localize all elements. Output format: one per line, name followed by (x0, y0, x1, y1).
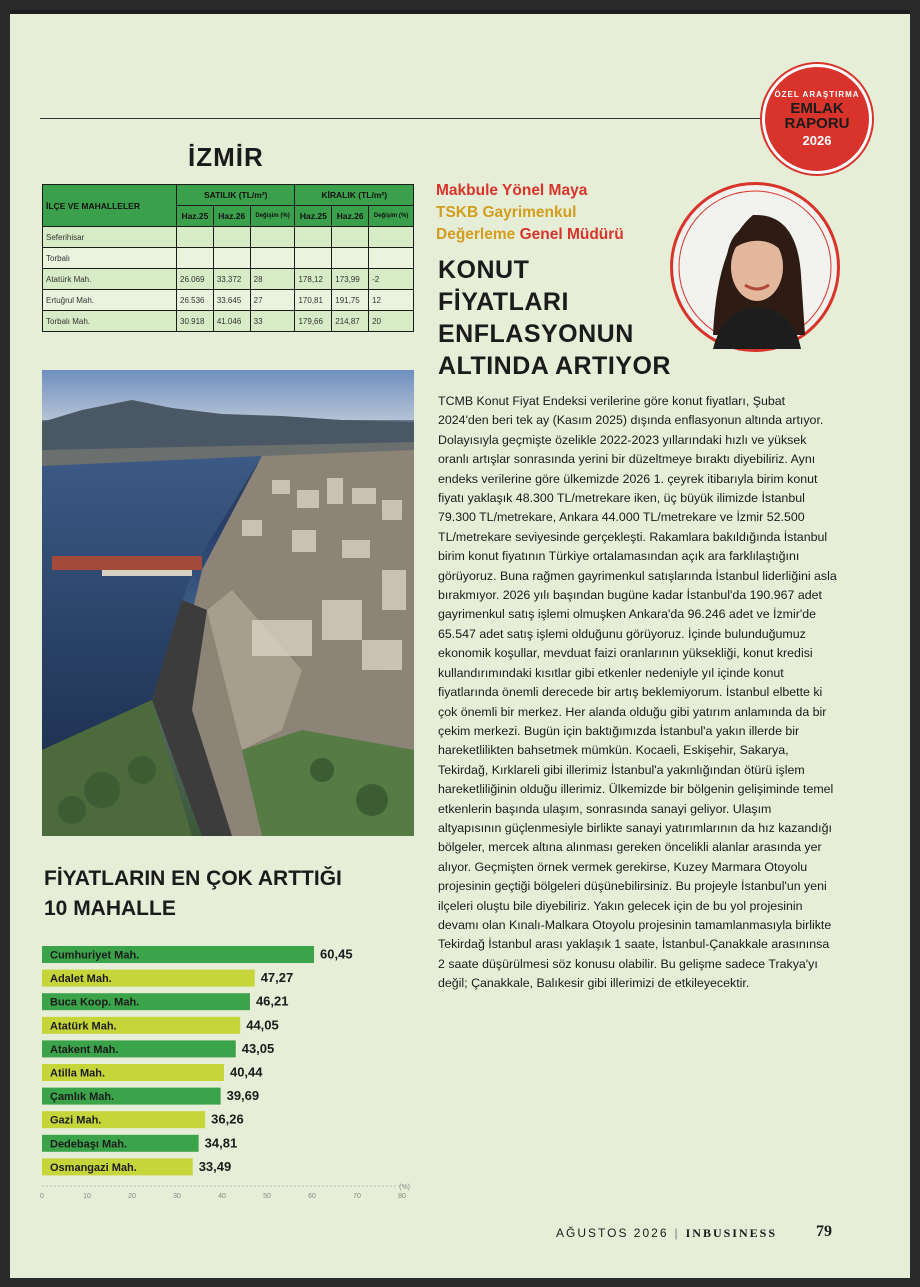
table-row (43, 269, 414, 290)
table-row (43, 311, 414, 332)
value-cell: 28 (250, 269, 295, 290)
value-cell: 26.536 (177, 290, 214, 311)
value-cell: 33 (250, 311, 295, 332)
bar-value-label: 39,69 (226, 1088, 260, 1104)
page-footer: AĞUSTOS 2026 | INBUSINESS (556, 1226, 777, 1240)
value-cell (369, 227, 414, 248)
header-rent-25: Haz.25 (295, 206, 332, 227)
value-cell: 170,81 (295, 290, 332, 311)
badge-kicker: ÖZEL ARAŞTIRMA (774, 90, 860, 99)
value-cell (369, 248, 414, 269)
magazine-page (10, 10, 910, 1278)
bar-category-label: Adalet Mah. (50, 973, 112, 986)
value-cell: 30.918 (177, 311, 214, 332)
x-tick-label: 30 (173, 1193, 181, 1200)
value-cell: 178,12 (295, 269, 332, 290)
value-cell: 214,87 (332, 311, 369, 332)
magazine-name: INBUSINESS (685, 1226, 777, 1240)
x-axis-unit: (%) (399, 1184, 410, 1191)
value-cell: 27 (250, 290, 295, 311)
bar-category-label: Atilla Mah. (50, 1067, 106, 1080)
header-rent-26: Haz.26 (332, 206, 369, 227)
value-cell (250, 227, 295, 248)
bar-value-label: 46,21 (255, 993, 289, 1009)
district-name-cell: Atatürk Mah. (43, 269, 177, 290)
author-portrait (670, 182, 840, 352)
value-cell (213, 227, 250, 248)
value-cell (177, 248, 214, 269)
value-cell: 33.372 (213, 269, 250, 290)
bar-category-label: Atakent Mah. (50, 1043, 119, 1056)
district-name-cell: Torbalı Mah. (43, 311, 177, 332)
header-rent-group: KİRALIK (TL/m²) (295, 185, 414, 206)
header-sale-change: Değişim (%) (250, 206, 295, 227)
badge-year: 2026 (802, 133, 832, 148)
value-cell (332, 248, 369, 269)
value-cell: 173,99 (332, 269, 369, 290)
price-table (42, 184, 414, 332)
x-tick-label: 0 (40, 1193, 44, 1200)
chart-title-line-1: FİYATLARIN EN ÇOK ARTTIĞI (44, 867, 342, 890)
bar-value-label: 36,26 (211, 1111, 244, 1127)
bar-category-label: Çamlık Mah. (50, 1091, 115, 1104)
x-tick-label: 20 (128, 1193, 136, 1200)
table-row (43, 227, 414, 248)
value-cell (213, 248, 250, 269)
author-org-line-2a: Değerleme (436, 226, 516, 243)
bar-value-label: 34,81 (204, 1135, 238, 1151)
x-tick-label: 60 (308, 1193, 316, 1200)
neighborhood-bar-chart (40, 942, 414, 1200)
badge-line-1: EMLAK (790, 100, 844, 117)
author-name: Makbule Yönel Maya (436, 182, 588, 199)
author-photo (673, 185, 837, 349)
bar-value-label: 44,05 (246, 1017, 279, 1033)
headline-line-1: KONUT (438, 256, 530, 284)
headline (438, 254, 671, 382)
value-cell: 20 (369, 311, 414, 332)
value-cell (295, 227, 332, 248)
izmir-aerial-illustration (42, 370, 414, 836)
table-row (43, 290, 414, 311)
page-number: 79 (816, 1223, 832, 1240)
chart-title (44, 864, 342, 924)
bar-value-label: 43,05 (241, 1040, 275, 1056)
headline-line-2: FİYATLARI (438, 288, 569, 316)
header-sale-group: SATILIK (TL/m²) (177, 185, 295, 206)
district-name-cell: Seferihisar (43, 227, 177, 248)
value-cell: 191,75 (332, 290, 369, 311)
badge-line-2: RAPORU (784, 115, 850, 132)
header-sale-25: Haz.25 (177, 206, 214, 227)
author-org-line-2 (436, 224, 624, 246)
article-body: TCMB Konut Fiyat Endeksi verilerine göre konut fiyatları, Şubat 2024'den beri tek ay (Kasım 2025) dışında enflasyonun altında artıyor. Dolayısıyla geçmişte özelikle 2022-2023 yıllarındaki hızlı ve yüksek oranlı artışlar sonrasında yerini bir düzeltmeye bıraktı diyebiliriz. Aynı endeks verilerine göre ülkemizde 2026 1. çeyrek itibarıyla birim konut fiyatı yaklaşık 48.300 TL/metrekare iken, üç büyük ilimizde İstanbul 79.300 TL/metrekare, Ankara 44.000 TL/metrekare ve İzmir 52.500 TL/metrekare seviyesinde gerçekleşti. Rakamlara bakıldığında İstanbul birim konut fiyatının Türkiye ortalamasından açık ara farklılaştığını görüyoruz. Buna rağmen gayrimenkul satışlarında İstanbul liderliğini asla bırakmıyor. 2026 yılı başından bugüne kadar İstanbul'da 190.967 adet gayrimenkul satış işlemi olmuşken Ankara'da 96.246 adet ve İzmir'de 65.547 adet satış işlemi olduğunu görüyoruz. İçinde bulunduğumuz ekonomik koşullar, mevduat faizi oranlarının yüksekliği, konut kredisi kullandırımındaki kısıtlar gibi etkenler nedeniyle yıl içinde konut fiyatlarında önemli derecede bir artış beklemiyorum. İstanbul elbette ki çok önemli bir merkez. Her alanda olduğu gibi yatırım anlamında da bir çekim merkezi. Bugün için baktığımızda İstanbul'a yakın illerde bir hareketlilikten bahsetmek mümkün. Kocaeli, Eskişehir, Sakarya, Tekirdağ, Kırklareli gibi illerimiz İstanbul'a yakınlığından ötürü işlem hareketliliğinin olduğu illerimiz. Ülkemizde bir bölgenin gelişiminde temel etkenlerin başında ulaşım, sonrasında sanayi geliyor. Ulaşım altyapısının güçlenmesiyle birlikte sanayi yatırımlarının da hız kazandığı bölgeler, mercek altına alınması gereken öncelikli alanlar arasında yer alıyor. Geçmişten örnek vermek gerekirse, Kuzey Marmara Otoyolu projesinin geçtiği bölgeleri düşünebilirsiniz. Bu projeyle İstanbul'un yeni ilçeleri oluştu bile diyebiliriz. Yakın gelecek için de bu yol projesinin devamı olan Kınalı-Malkara Otoyolu projesinin tamamlanmasıyla birlikte Tekirdağ İstanbul arası yaklaşık 1 saate, İstanbul-Çanakkale arasınınsa 2 saate düşürülmesi söz konusu olabilir. Bu gelişme sadece Trakya'yı değil; Çanakkale, Balıkesir gibi illerimizi de etkileyecektir. (438, 394, 837, 991)
value-cell: 41.046 (213, 311, 250, 332)
issue-month: AĞUSTOS 2026 (556, 1226, 669, 1240)
x-tick-label: 50 (263, 1193, 271, 1200)
header-sale-26: Haz.26 (213, 206, 250, 227)
bar-category-label: Buca Koop. Mah. (50, 996, 140, 1009)
bar-category-label: Dedebaşı Mah. (50, 1138, 128, 1151)
author-org-line-2b: Genel Müdürü (515, 226, 624, 243)
x-tick-label: 80 (398, 1193, 406, 1200)
top-rule (40, 118, 770, 119)
value-cell (295, 248, 332, 269)
district-name-cell: Ertuğrul Mah. (43, 290, 177, 311)
x-tick-label: 10 (83, 1193, 91, 1200)
izmir-aerial-photo (42, 370, 414, 836)
value-cell: 179,66 (295, 311, 332, 332)
bar-category-label: Osmangazi Mah. (50, 1161, 137, 1174)
value-cell (177, 227, 214, 248)
table-row (43, 248, 414, 269)
value-cell: 12 (369, 290, 414, 311)
author-block (436, 180, 624, 246)
table-title: İZMİR (188, 142, 264, 172)
value-cell: 33.645 (213, 290, 250, 311)
bar-value-label: 60,45 (320, 946, 353, 962)
value-cell: -2 (369, 269, 414, 290)
value-cell (250, 248, 295, 269)
x-tick-label: 40 (218, 1193, 226, 1200)
bar-value-label: 47,27 (260, 970, 294, 986)
headline-line-3: ENFLASYONUN (438, 320, 634, 348)
value-cell: 26.069 (177, 269, 214, 290)
bar-value-label: 40,44 (229, 1064, 263, 1080)
bar-value-label: 33,49 (198, 1158, 232, 1174)
header-rent-change: Değişim (%) (369, 206, 414, 227)
header-district: İLÇE VE MAHALLELER (43, 185, 177, 227)
chart-title-line-2: 10 MAHALLE (44, 897, 176, 920)
value-cell (332, 227, 369, 248)
bar-category-label: Cumhuriyet Mah. (50, 949, 140, 962)
bar-category-label: Atatürk Mah. (50, 1020, 117, 1033)
price-table-body (43, 227, 414, 332)
bar-category-label: Gazi Mah. (50, 1114, 102, 1127)
x-tick-label: 70 (353, 1193, 361, 1200)
report-badge (762, 64, 872, 174)
author-org-line-1: TSKB Gayrimenkul (436, 204, 577, 221)
district-name-cell: Torbalı (43, 248, 177, 269)
headline-line-4: ALTINDA ARTIYOR (438, 352, 671, 380)
